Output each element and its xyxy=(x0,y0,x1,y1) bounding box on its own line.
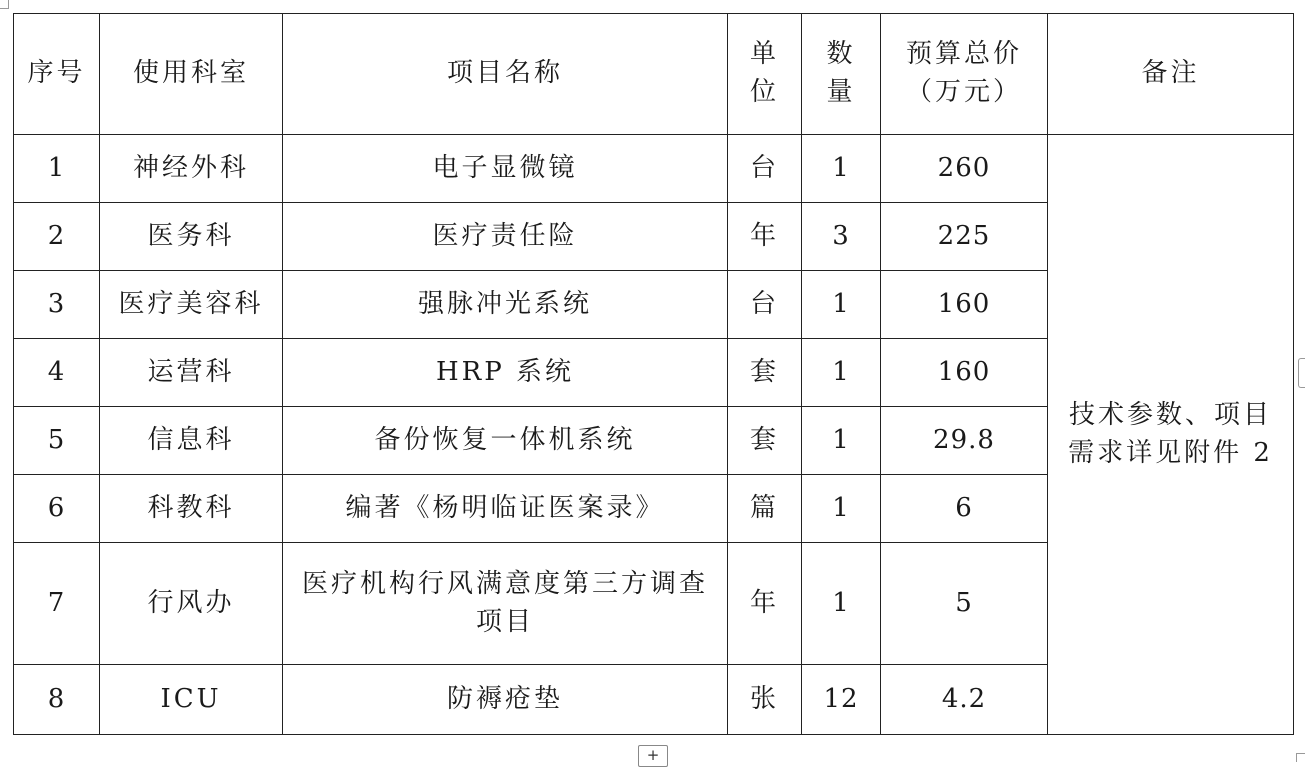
cell-item[interactable]: 电子显微镜 xyxy=(283,135,728,203)
cell-item[interactable]: 编著《杨明临证医案录》 xyxy=(283,475,728,543)
cell-item[interactable]: HRP 系统 xyxy=(283,339,728,407)
cell-qty[interactable]: 1 xyxy=(802,407,881,475)
cell-no[interactable]: 7 xyxy=(14,543,100,665)
table-header-row xyxy=(14,14,1294,135)
remark-line2: 需求详见附件 2 xyxy=(1068,437,1273,468)
cell-qty[interactable]: 1 xyxy=(802,339,881,407)
header-unit-line2: 位 xyxy=(749,77,779,107)
cell-unit[interactable]: 台 xyxy=(728,135,802,203)
cell-unit[interactable]: 台 xyxy=(728,271,802,339)
header-budget[interactable] xyxy=(881,14,1048,135)
cell-unit[interactable]: 套 xyxy=(728,339,802,407)
header-qty[interactable] xyxy=(802,14,881,135)
cell-dept[interactable]: ICU xyxy=(100,665,283,735)
cell-item[interactable]: 备份恢复一体机系统 xyxy=(283,407,728,475)
header-budget-line1: 预算总价 xyxy=(905,39,1022,70)
header-dept[interactable]: 使用科室 xyxy=(100,14,283,135)
header-unit-line1: 单 xyxy=(749,39,779,70)
budget-table xyxy=(13,13,1294,735)
cell-dept[interactable]: 医疗美容科 xyxy=(100,271,283,339)
cell-dept[interactable]: 运营科 xyxy=(100,339,283,407)
header-no[interactable]: 序号 xyxy=(14,14,100,135)
cell-dept[interactable]: 科教科 xyxy=(100,475,283,543)
cell-qty[interactable]: 1 xyxy=(802,271,881,339)
cell-budget[interactable]: 6 xyxy=(881,475,1048,543)
cell-budget[interactable]: 160 xyxy=(881,339,1048,407)
cell-unit[interactable]: 套 xyxy=(728,407,802,475)
cell-dept[interactable]: 行风办 xyxy=(100,543,283,665)
remark-line1: 技术参数、项目 xyxy=(1068,399,1272,430)
cell-dept[interactable]: 神经外科 xyxy=(100,135,283,203)
header-unit[interactable] xyxy=(728,14,802,135)
cell-no[interactable]: 4 xyxy=(14,339,100,407)
cell-qty[interactable]: 1 xyxy=(802,543,881,665)
cell-item[interactable]: 医疗责任险 xyxy=(283,203,728,271)
cell-unit[interactable]: 张 xyxy=(728,665,802,735)
header-budget-line2: （万元） xyxy=(905,77,1022,107)
page-corner-mark-top-left xyxy=(0,0,9,9)
header-item[interactable]: 项目名称 xyxy=(283,14,728,135)
cell-item[interactable]: 医疗机构行风满意度第三方调查项目 xyxy=(283,543,728,665)
cell-no[interactable]: 3 xyxy=(14,271,100,339)
cell-no[interactable]: 8 xyxy=(14,665,100,735)
cell-qty[interactable]: 12 xyxy=(802,665,881,735)
cell-unit[interactable]: 年 xyxy=(728,543,802,665)
cell-budget[interactable]: 5 xyxy=(881,543,1048,665)
header-qty-line2: 量 xyxy=(826,77,856,107)
header-qty-line1: 数 xyxy=(826,39,856,70)
cell-budget[interactable]: 260 xyxy=(881,135,1048,203)
cell-remark[interactable] xyxy=(1048,135,1294,735)
add-row-button[interactable]: + xyxy=(638,745,668,767)
table-row xyxy=(14,135,1294,203)
cell-dept[interactable]: 医务科 xyxy=(100,203,283,271)
cell-dept[interactable]: 信息科 xyxy=(100,407,283,475)
cell-item[interactable]: 防褥疮垫 xyxy=(283,665,728,735)
page-corner-mark-bottom-right xyxy=(1296,753,1305,762)
cell-budget[interactable]: 225 xyxy=(881,203,1048,271)
cell-budget[interactable]: 29.8 xyxy=(881,407,1048,475)
cell-no[interactable]: 5 xyxy=(14,407,100,475)
header-remark[interactable]: 备注 xyxy=(1048,14,1294,135)
cell-unit[interactable]: 年 xyxy=(728,203,802,271)
cell-item[interactable]: 强脉冲光系统 xyxy=(283,271,728,339)
cell-no[interactable]: 6 xyxy=(14,475,100,543)
cell-qty[interactable]: 3 xyxy=(802,203,881,271)
cell-qty[interactable]: 1 xyxy=(802,135,881,203)
cell-qty[interactable]: 1 xyxy=(802,475,881,543)
cell-budget[interactable]: 4.2 xyxy=(881,665,1048,735)
cell-unit[interactable]: 篇 xyxy=(728,475,802,543)
cell-no[interactable]: 1 xyxy=(14,135,100,203)
cell-no[interactable]: 2 xyxy=(14,203,100,271)
table-resize-handle[interactable] xyxy=(1298,358,1305,388)
cell-budget[interactable]: 160 xyxy=(881,271,1048,339)
